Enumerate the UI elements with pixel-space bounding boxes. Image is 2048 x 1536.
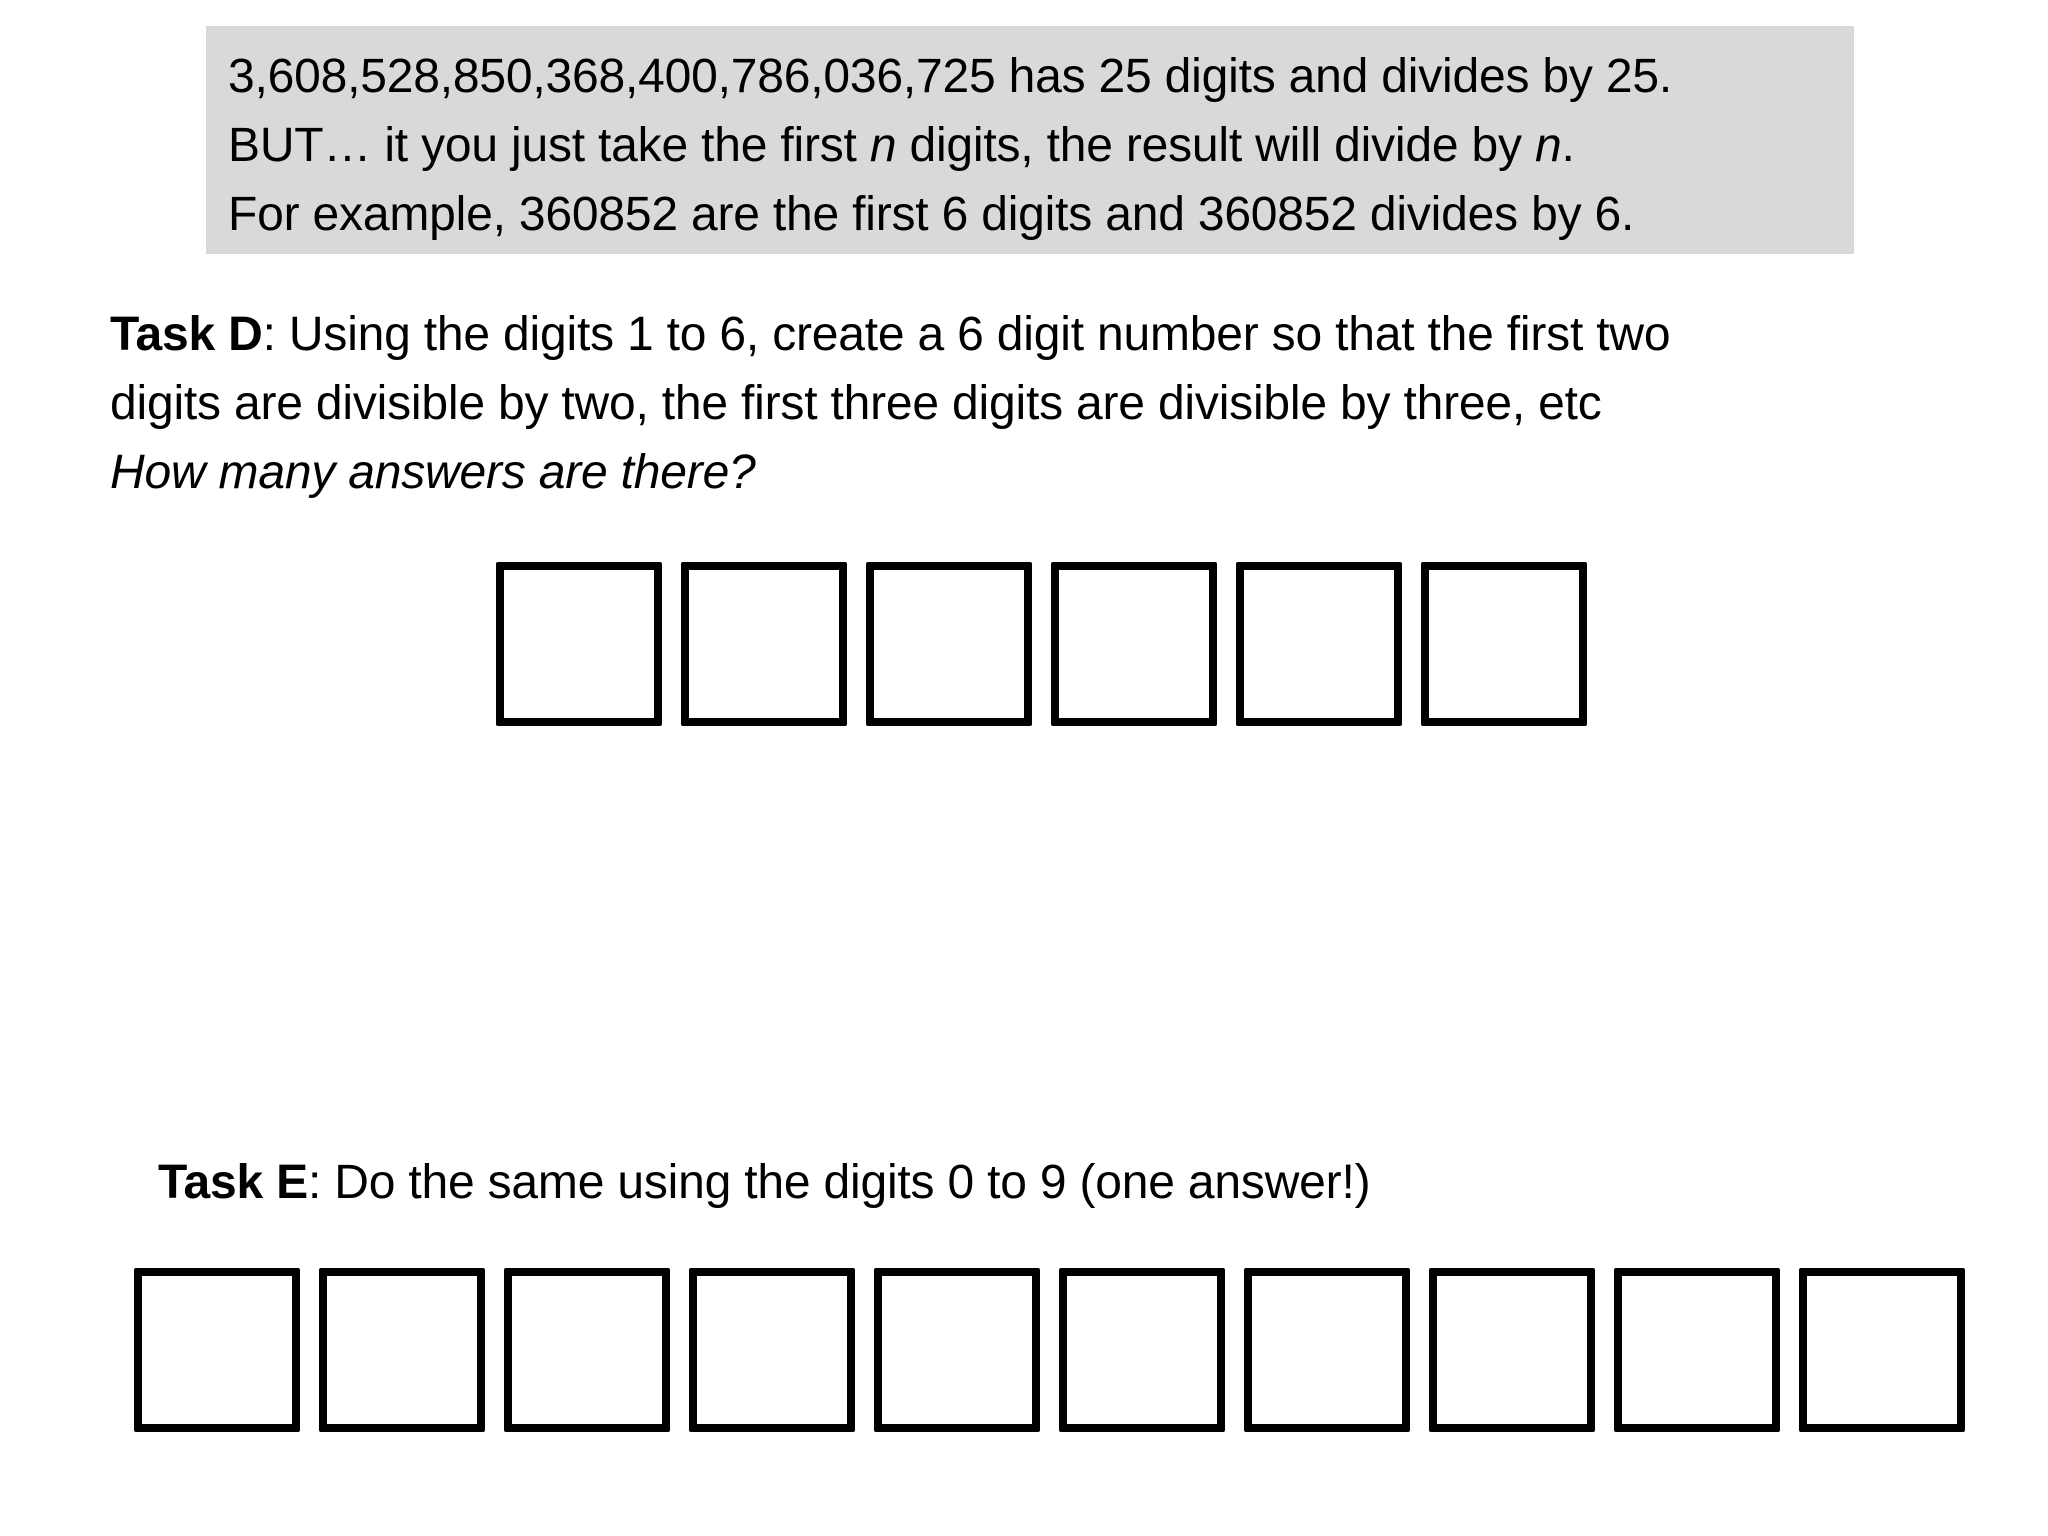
task-e-line bbox=[158, 1148, 1858, 1217]
task-d-digit-box-4[interactable] bbox=[1051, 562, 1217, 726]
task-d-text bbox=[110, 300, 1950, 507]
task-e-digit-box-9[interactable] bbox=[1614, 1268, 1780, 1432]
intro-line-3: For example, 360852 are the first 6 digits and 360852 divides by 6. bbox=[228, 188, 1635, 241]
task-d-digit-box-5[interactable] bbox=[1236, 562, 1402, 726]
intro-line-2-part-a: BUT… it you just take the first bbox=[228, 119, 870, 172]
task-e-line-rest: : Do the same using the digits 0 to 9 (one answer!) bbox=[308, 1156, 1371, 1209]
task-e-digit-box-8[interactable] bbox=[1429, 1268, 1595, 1432]
intro-line-2 bbox=[228, 111, 1834, 180]
task-e-digit-box-4[interactable] bbox=[689, 1268, 855, 1432]
task-e-digit-box-7[interactable] bbox=[1244, 1268, 1410, 1432]
intro-line-2-part-c: . bbox=[1561, 119, 1575, 172]
task-e-label: Task E bbox=[158, 1156, 308, 1209]
task-e-digit-box-5[interactable] bbox=[874, 1268, 1040, 1432]
task-d-line-1-rest: : Using the digits 1 to 6, create a 6 digit number so that the first two bbox=[262, 308, 1671, 361]
task-e-text bbox=[158, 1148, 1858, 1217]
task-d-line-1 bbox=[110, 300, 1950, 369]
task-d-answer-boxes bbox=[496, 562, 1587, 726]
task-d-digit-box-3[interactable] bbox=[866, 562, 1032, 726]
task-d-digit-box-2[interactable] bbox=[681, 562, 847, 726]
task-e-digit-box-3[interactable] bbox=[504, 1268, 670, 1432]
intro-line-1: 3,608,528,850,368,400,786,036,725 has 25 digits and divides by 25. bbox=[228, 50, 1672, 103]
task-e-digit-box-10[interactable] bbox=[1799, 1268, 1965, 1432]
intro-box bbox=[206, 26, 1854, 254]
task-e-digit-box-1[interactable] bbox=[134, 1268, 300, 1432]
task-d-line-2: digits are divisible by two, the first three digits are divisible by three, etc bbox=[110, 377, 1602, 430]
task-d-label: Task D bbox=[110, 308, 263, 361]
intro-variable-n-1: n bbox=[869, 119, 897, 172]
task-e-digit-box-2[interactable] bbox=[319, 1268, 485, 1432]
task-e-digit-box-6[interactable] bbox=[1059, 1268, 1225, 1432]
intro-variable-n-2: n bbox=[1534, 119, 1562, 172]
task-d-digit-box-6[interactable] bbox=[1421, 562, 1587, 726]
intro-line-2-part-b: digits, the result will divide by bbox=[896, 119, 1535, 172]
task-d-digit-box-1[interactable] bbox=[496, 562, 662, 726]
task-d-question: How many answers are there? bbox=[110, 446, 756, 499]
task-e-answer-boxes bbox=[134, 1268, 1965, 1432]
